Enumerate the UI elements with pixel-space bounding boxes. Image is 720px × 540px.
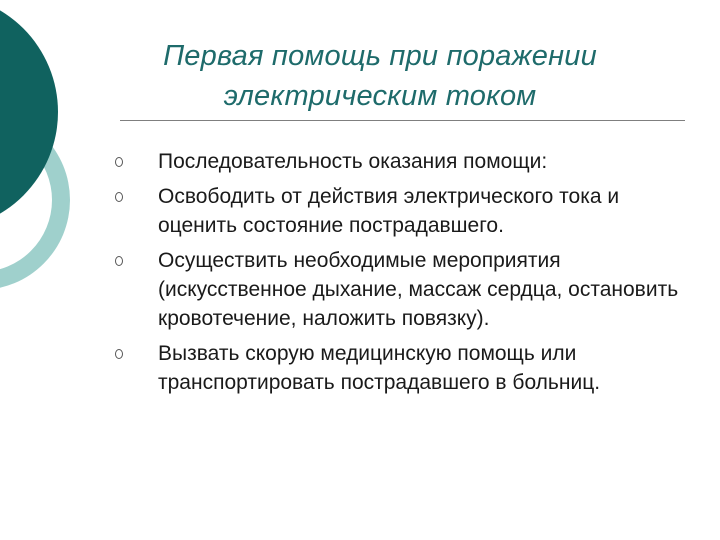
hollow-circle-bullet-icon <box>115 157 123 167</box>
bullet-text: Осуществить необходимые мероприятия (искусственное дыхание, массаж сердца, остановить кровотечение, наложить повязку). <box>158 249 679 330</box>
decorative-circles <box>0 0 120 300</box>
bullet-text: Последовательность оказания помощи: <box>158 150 548 173</box>
slide-title-line-1: Первая помощь при поражении <box>163 40 597 72</box>
hollow-circle-bullet-icon <box>115 256 123 266</box>
slide-title <box>120 36 640 116</box>
bullet-list <box>110 147 700 403</box>
hollow-circle-bullet-icon <box>115 192 123 202</box>
bullet-text: Вызвать скорую медицинскую помощь или транспортировать пострадавшего в больниц. <box>158 342 601 394</box>
bullet-item-release <box>110 182 700 240</box>
bullet-item-sequence <box>110 147 700 176</box>
hollow-circle-bullet-icon <box>115 349 123 359</box>
bullet-item-measures <box>110 246 700 333</box>
slide-title-line-2: электрическим током <box>223 80 537 112</box>
title-divider <box>120 120 685 121</box>
bullet-item-ambulance <box>110 339 700 397</box>
bullet-text: Освободить от действия электрического тока и оценить состояние пострадавшего. <box>158 185 620 237</box>
